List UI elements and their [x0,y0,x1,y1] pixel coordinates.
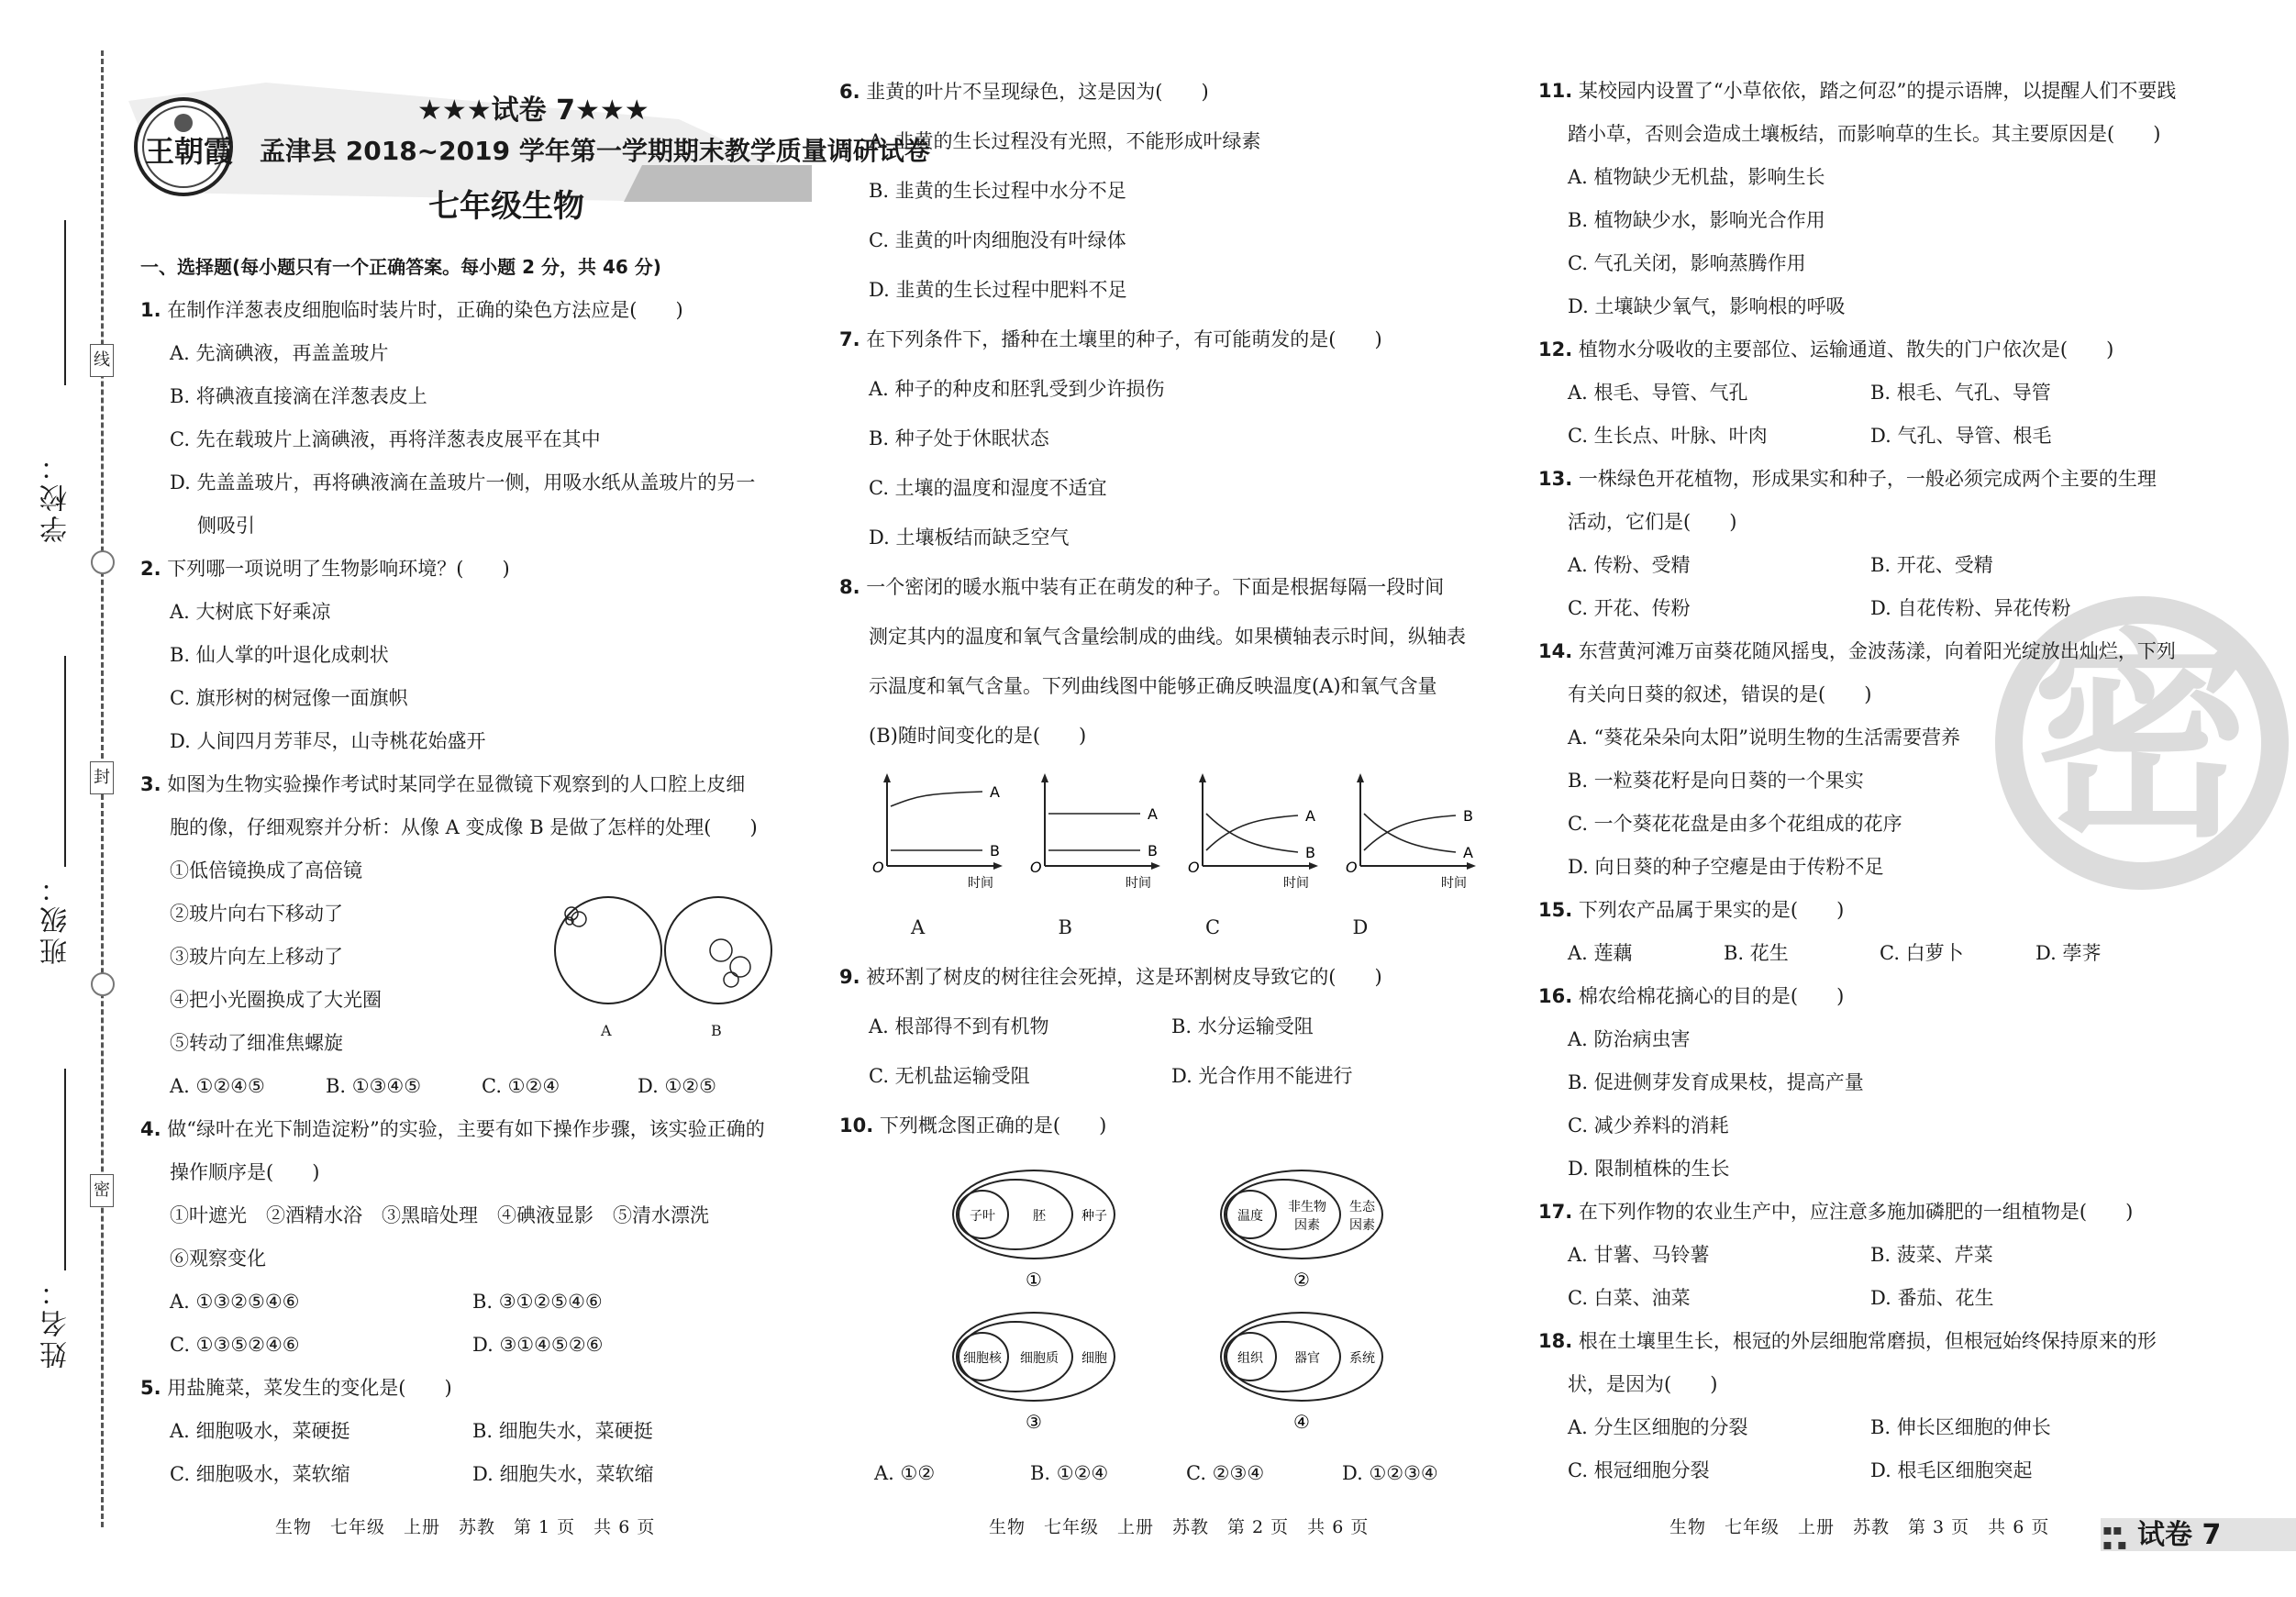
option[interactable]: A. “葵花朵朵向太阳”说明生物的生活需要营养 [1568,726,1960,749]
diagram-number: ③ [1026,1411,1042,1433]
question-stem: 根在土壤里生长，根冠的外层细胞常磨损，但根冠始终保持原来的形 [1578,1330,2157,1352]
question-stem: 在制作洋葱表皮细胞临时装片时，正确的染色方法应是( ) [167,299,683,321]
class-underline [64,656,66,867]
question-stem-line: 活动，它们是( ) [1568,511,1737,533]
question-number: 6. [839,81,860,103]
option[interactable]: A. 植物缺少无机盐，影响生长 [1568,166,1825,188]
curves [891,792,982,850]
option[interactable]: D. ①②③④ [1342,1462,1438,1484]
option[interactable]: B. 韭黄的生长过程中水分不足 [869,180,1126,202]
diagram-number: ④ [1293,1411,1310,1433]
curves [1206,814,1298,852]
option[interactable]: B. 菠菜、芹菜 [1870,1244,1993,1266]
corner-dots-icon: ▪▪ ▪ ▪ [2102,1521,2127,1553]
option[interactable]: B. ①②④ [1030,1462,1109,1484]
option[interactable]: B. 细胞失水，菜硬挺 [472,1420,653,1442]
y-axis-arrow [1041,773,1048,782]
option[interactable]: B [1058,916,1072,938]
option[interactable]: C. 开花、传粉 [1568,597,1691,619]
option[interactable]: B. 花生 [1724,942,1789,964]
curve-a [1364,814,1456,852]
option[interactable]: A. 大树底下好乘凉 [170,601,331,623]
question-stem: 下列概念图正确的是( ) [879,1115,1107,1137]
option[interactable]: B. 根毛、气孔、导管 [1870,382,2051,404]
option[interactable]: C. 根冠细胞分裂 [1568,1459,1710,1481]
question-number: 3. [140,773,161,795]
question-number: 8. [839,576,860,598]
question-stem-line: 胞的像，仔细观察并分析：从像 A 变成像 B 是做了怎样的处理( ) [170,816,758,838]
question-number: 1. [140,299,161,321]
question-stem: 一个密闭的暖水瓶中装有正在萌发的种子。下面是根据每隔一段时间 [866,576,1445,598]
column-3 [1538,70,2217,1492]
concept-diagrams-svg [839,1150,1500,1448]
option[interactable]: A. 细胞吸水，菜硬挺 [170,1420,350,1442]
option[interactable]: D. 人间四月芳菲尽，山寺桃花始盛开 [170,730,486,752]
option[interactable]: C. 气孔关闭，影响蒸腾作用 [1568,252,1806,274]
middle-label: 胚 [1033,1209,1046,1224]
school-label: 学校： [40,449,72,543]
option[interactable]: C. 先在载玻片上滴碘液，再将洋葱表皮展平在其中 [170,428,601,450]
y-axis-arrow [883,773,891,782]
origin-label: O [1346,859,1358,876]
seal-seal-mark: 封 [90,761,114,794]
curve-graphs [860,760,1500,903]
name-label: 姓名： [40,1275,72,1369]
option[interactable]: D [1352,916,1369,938]
middle-label: 因素 [1294,1218,1320,1233]
question-stem: 韭黄的叶片不呈现绿色，这是因为( ) [866,81,1209,103]
option[interactable]: A. 先滴碘液，再盖盖玻片 [170,342,389,364]
footer-page-2: 生物 七年级 上册 苏教 第 2 页 共 6 页 [989,1517,1370,1537]
inner-label: 温度 [1237,1209,1263,1224]
middle-label: 非生物 [1288,1200,1326,1214]
option[interactable]: B. 植物缺少水，影响光合作用 [1568,209,1825,231]
option[interactable]: D. 光合作用不能进行 [1171,1065,1353,1087]
x-axis-arrow [1151,862,1160,870]
curves [1048,814,1140,850]
option[interactable]: C. 一个葵花花盘是由多个花组成的花序 [1568,813,1902,835]
option[interactable]: C. ②③④ [1186,1462,1265,1484]
footer-page-1: 生物 七年级 上册 苏教 第 1 页 共 6 页 [275,1517,656,1537]
middle-label: 器官 [1294,1351,1320,1366]
seal-line-mark: 线 [90,344,114,377]
option[interactable]: A. 根毛、导管、气孔 [1568,382,1748,404]
step: ①叶遮光 ②酒精水浴 ③黑暗处理 ④碘液显影 ⑤清水漂洗 [170,1204,709,1226]
question-stem: 被环割了树皮的树往往会死掉，这是环割树皮导致它的( ) [866,966,1382,988]
question-3 [140,763,801,806]
option[interactable]: A. ①②④⑤ [170,1075,265,1097]
subject-title: 七年级生物 [428,188,584,225]
option[interactable]: D. 向日葵的种子空瘪是由于传粉不足 [1568,856,1884,878]
option[interactable]: C. 白萝卜 [1880,942,1964,964]
concept-diagrams [839,1150,1500,1448]
inner-label: 细胞核 [963,1351,1002,1366]
curve-label-b: B [1305,844,1315,861]
option[interactable]: C. 细胞吸水，菜软缩 [170,1463,350,1485]
option[interactable]: D. 限制植株的生长 [1568,1158,1730,1180]
concept-diagram [1221,1170,1382,1291]
option[interactable]: D. 番茄、花生 [1870,1287,1994,1309]
question-14 [1538,630,2217,673]
question-stem: 植物水分吸收的主要部位、运输通道、散失的门户依次是( ) [1578,338,2114,360]
option[interactable]: A. ①③②⑤④⑥ [170,1291,300,1313]
option[interactable]: B. 仙人掌的叶退化成刺状 [170,644,389,666]
option[interactable]: B. 种子处于休眠状态 [869,427,1049,449]
question-number: 7. [839,328,860,350]
question-18 [1538,1320,2217,1363]
option[interactable]: B. 开花、受精 [1870,554,1993,576]
curve-graph [1030,773,1160,891]
option[interactable]: D. 土壤缺少氧气，影响根的呼吸 [1568,295,1846,317]
step: ②玻片向右下移动了 [170,903,343,925]
x-axis-arrow [993,862,1003,870]
middle-label: 细胞质 [1020,1351,1059,1366]
step: ①低倍镜换成了高倍镜 [170,859,362,882]
question-number: 5. [140,1377,161,1399]
school-underline [64,220,66,385]
question-17 [1538,1191,2217,1234]
question-15 [1538,889,2217,932]
option[interactable]: C. 土壤的温度和湿度不适宜 [869,477,1107,499]
diagram-number: ① [1026,1269,1042,1291]
curve-graph [1188,773,1318,891]
option[interactable]: B. 促进侧芽发育成果枝，提高产量 [1568,1071,1864,1093]
curve-b [1364,815,1456,850]
exam-title: 孟津县 2018~2019 学年第一学期期末教学质量调研试卷 [260,136,930,166]
question-9 [839,952,1500,1002]
x-axis-label: 时间 [1441,876,1467,891]
option[interactable]: C. 减少养料的消耗 [1568,1115,1729,1137]
seal-secret-mark: 密 [90,1174,114,1207]
concept-diagram [1221,1313,1382,1433]
option[interactable]: D. 土壤板结而缺乏空气 [869,527,1070,549]
question-number: 14. [1538,640,1573,662]
question-4 [140,1108,801,1151]
step: ③玻片向左上移动了 [170,946,343,968]
option-continuation: 侧吸引 [197,515,255,537]
question-10 [839,1101,1500,1150]
question-stem: 下列哪一项说明了生物影响环境？( ) [167,558,510,580]
option[interactable]: D. ①②⑤ [638,1075,716,1097]
option[interactable]: D. 气孔、导管、根毛 [1870,425,2052,447]
diagram-number: ② [1293,1269,1310,1291]
option[interactable]: A. 传粉、受精 [1568,554,1691,576]
option[interactable]: A. 种子的种皮和胚乳受到少许损伤 [869,378,1165,400]
question-stem-line: 示温度和氧气含量。下列曲线图中能够正确反映温度(A)和氧气含量 [869,675,1437,697]
question-number: 18. [1538,1330,1573,1352]
question-number: 17. [1538,1201,1573,1223]
x-axis-label: 时间 [1283,876,1309,891]
x-axis-label: 时间 [968,876,993,891]
option[interactable]: B. 将碘液直接滴在洋葱表皮上 [170,385,427,407]
question-number: 4. [140,1118,161,1140]
question-stem: 在下列作物的农业生产中，应注意多施加磷肥的一组植物是( ) [1578,1201,2134,1223]
question-6 [839,67,1500,116]
origin-label: O [1188,859,1200,876]
question-stem: 某校园内设置了“小草依依，踏之何忍”的提示语牌，以提醒人们不要践 [1578,80,2177,102]
curve-label-a: A [1148,805,1158,823]
footer-page-3: 生物 七年级 上册 苏教 第 3 页 共 6 页 [1669,1517,2050,1537]
curve-b [1206,814,1298,852]
question-stem-line: 测定其内的温度和氧气含量绘制成的曲线。如果横轴表示时间，纵轴表 [869,626,1466,648]
step: ④把小光圈换成了大光圈 [170,989,382,1011]
curve-label-a: A [990,783,1000,801]
question-number: 9. [839,966,860,988]
question-number: 10. [839,1115,874,1137]
option[interactable]: D. 细胞失水，菜软缩 [472,1463,654,1485]
option[interactable]: A. 莲藕 [1568,942,1633,964]
question-11 [1538,70,2217,113]
question-16 [1538,975,2217,1018]
question-stem: 在下列条件下，播种在土壤里的种子，有可能萌发的是( ) [866,328,1382,350]
concept-diagram [953,1170,1115,1291]
curve-label-b: B [1148,842,1158,859]
option[interactable]: A. 根部得不到有机物 [869,1015,1049,1037]
question-5 [140,1367,801,1410]
logo-text: 王朝霞 [145,134,234,169]
option[interactable]: C. ①②④ [482,1075,560,1097]
curve-label-b: B [1463,807,1473,825]
y-axis-arrow [1199,773,1206,782]
question-1 [140,289,801,332]
option[interactable]: D. 先盖盖玻片，再将碘液滴在盖玻片一侧，用吸水纸从盖玻片的另一 [170,471,756,494]
step: ⑥观察变化 [170,1248,266,1270]
option[interactable]: D. 根毛区细胞突起 [1870,1459,2033,1481]
option[interactable]: B. 水分运输受阻 [1171,1015,1314,1037]
question-stem-line: 有关向日葵的叙述，错误的是( ) [1568,683,1872,705]
option[interactable]: B. ③①②⑤④⑥ [472,1291,603,1313]
seal-dot [91,550,115,574]
curve-label-a: A [1305,807,1315,825]
curve-label-a: A [1463,844,1473,861]
question-stem: 用盐腌菜，菜发生的变化是( ) [167,1377,452,1399]
x-axis-arrow [1309,862,1318,870]
option[interactable]: A. 甘薯、马铃薯 [1568,1244,1710,1266]
column-2 [839,67,1500,1498]
question-number: 11. [1538,80,1573,102]
option[interactable]: C. 无机盐运输受阻 [869,1065,1030,1087]
question-7 [839,315,1500,364]
question-stem-line: (B)随时间变化的是( ) [869,725,1087,747]
question-stem: 下列农产品属于果实的是( ) [1578,899,1845,921]
question-number: 13. [1538,468,1573,490]
question-12 [1538,328,2217,372]
option[interactable]: B. 伸长区细胞的伸长 [1870,1416,2051,1438]
question-2 [140,548,801,591]
step: ⑤转动了细准焦螺旋 [170,1032,343,1054]
question-number: 15. [1538,899,1573,921]
option[interactable]: A. ①② [874,1462,936,1484]
figure-label-a: A [601,1022,612,1039]
option[interactable]: C. ①③⑤②④⑥ [170,1334,300,1356]
question-stem-line: 踏小草，否则会造成土壤板结，而影响草的生长。其主要原因是( ) [1568,123,2161,145]
option[interactable]: A. 防治病虫害 [1568,1028,1691,1050]
outer-label: 种子 [1081,1209,1107,1224]
name-underline [64,1069,66,1270]
curve-a [1206,815,1298,850]
question-8 [839,562,1500,612]
curves [1364,814,1456,852]
option[interactable]: C. 旗形树的树冠像一面旗帜 [170,687,408,709]
option[interactable]: B. 一粒葵花籽是向日葵的一个果实 [1568,770,1864,792]
seal-dot [91,972,115,996]
y-axis-arrow [1357,773,1364,782]
curve-graph [872,773,1003,891]
column-1 [140,246,801,1496]
question-number: 12. [1538,338,1573,360]
question-stem: 如图为生物实验操作考试时某同学在显微镜下观察到的人口腔上皮细 [167,773,746,795]
x-axis-label: 时间 [1126,876,1151,891]
question-stem-line: 操作顺序是( ) [170,1161,320,1183]
concept-diagram [953,1313,1115,1433]
option[interactable]: D. ③①④⑤②⑥ [472,1334,604,1356]
question-number: 2. [140,558,161,580]
option[interactable]: C. 韭黄的叶肉细胞没有叶绿体 [869,229,1126,251]
question-number: 16. [1538,985,1573,1007]
paper-badge: ★★★试卷 7★★★ [417,94,649,127]
outer-label: 系统 [1349,1351,1375,1366]
corner-badge: 试卷 7 [2137,1519,2222,1551]
question-13 [1538,458,2217,501]
class-label: 班级： [40,871,72,965]
inner-label: 组织 [1237,1351,1263,1366]
x-axis-arrow [1467,862,1476,870]
watermark-seal-text: 密 [2031,610,2252,867]
inner-label: 子叶 [970,1209,995,1224]
option[interactable]: A. 分生区细胞的分裂 [1568,1416,1748,1438]
origin-label: O [1030,859,1042,876]
option[interactable]: D. 自花传粉、异花传粉 [1870,597,2071,619]
option[interactable]: C [1205,916,1221,938]
microscope-figure [535,886,773,1042]
curve-a [891,792,982,806]
option[interactable]: A. 韭黄的生长过程没有光照，不能形成叶绿素 [869,130,1261,152]
origin-label: O [872,859,884,876]
figure-label-b: B [711,1022,722,1039]
curve-label-b: B [990,842,1000,859]
outer-label: 细胞 [1081,1351,1107,1366]
question-stem-line: 状，是因为( ) [1568,1373,1718,1395]
outer-label: 因素 [1349,1218,1375,1233]
question-stem: 东营黄河滩万亩葵花随风摇曳，金波荡漾，向着阳光绽放出灿烂，下列 [1578,640,2176,662]
section-title: 一、选择题(每小题只有一个正确答案。每小题 2 分，共 46 分) [140,256,661,278]
question-stem: 做“绿叶在光下制造淀粉”的实验，主要有如下操作步骤，该实验正确的 [167,1118,765,1140]
option[interactable]: D. 韭黄的生长过程中肥料不足 [869,279,1127,301]
question-stem: 棉农给棉花摘心的目的是( ) [1578,985,1845,1007]
option[interactable]: B. ①③④⑤ [326,1075,422,1097]
curve-graph [1346,773,1476,891]
option[interactable]: D. 荸荠 [2035,942,2102,964]
option[interactable]: C. 生长点、叶脉、叶肉 [1568,425,1768,447]
curve-graphs-svg [860,760,1502,903]
question-stem: 一株绿色开花植物，形成果实和种子，一般必须完成两个主要的生理 [1578,468,2157,490]
option[interactable]: A [911,916,926,938]
option[interactable]: C. 白菜、油菜 [1568,1287,1691,1309]
outer-label: 生态 [1349,1200,1375,1214]
